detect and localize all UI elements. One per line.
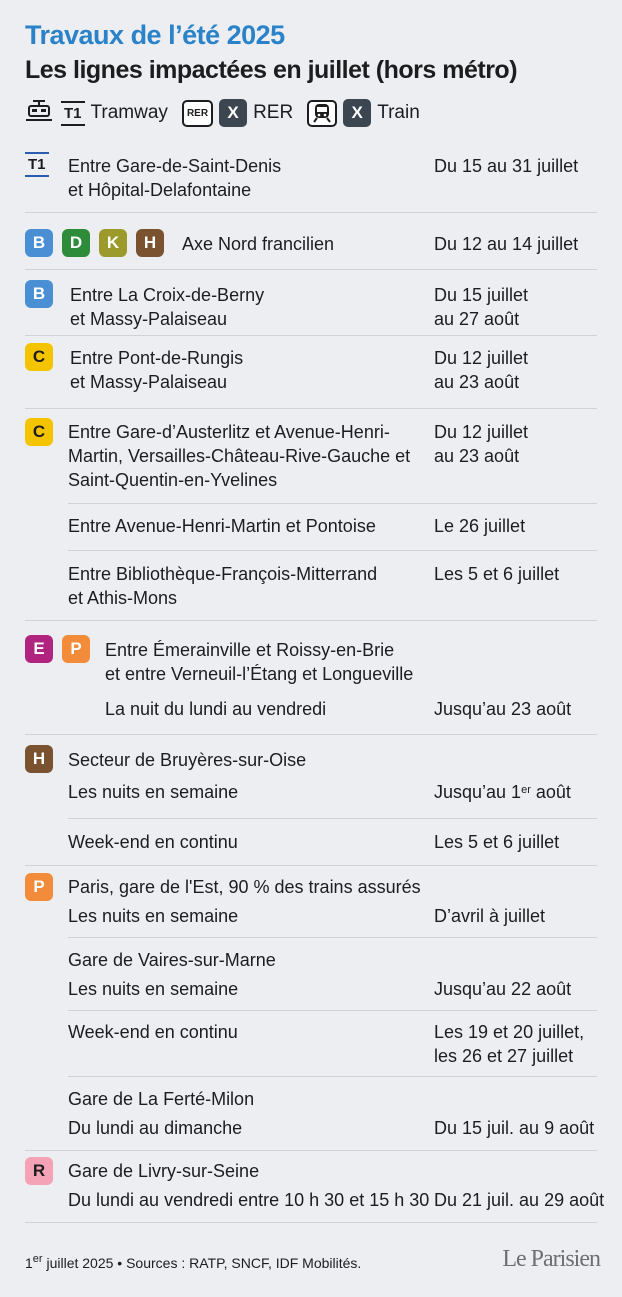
row-0-date: Du 15 au 31 juillet xyxy=(434,156,579,176)
row-4-line1: Entre Gare-d’Austerlitz et Avenue-Henri- xyxy=(68,422,390,442)
separator xyxy=(25,408,597,409)
separator xyxy=(68,1076,597,1077)
line-badge-t1: T1 xyxy=(25,152,49,177)
separator xyxy=(25,620,597,621)
row-5-date: Le 26 juillet xyxy=(434,516,526,536)
separator xyxy=(25,335,597,336)
train-x-badge: X xyxy=(343,99,371,127)
row-7-date: Jusqu’au 23 août xyxy=(434,699,572,719)
separator xyxy=(68,1010,597,1011)
row-5-line1: Entre Avenue-Henri-Martin et Pontoise xyxy=(68,516,376,536)
row-14-line1: Gare de Livry-sur-Seine xyxy=(68,1161,260,1181)
row-10-line2: Les nuits en semaine xyxy=(68,906,239,926)
row-8-line2: Les nuits en semaine xyxy=(68,782,239,802)
row-9-line1: Week-end en continu xyxy=(68,832,238,852)
footer-date-pre: 1 xyxy=(25,1255,33,1271)
legend-train-label: Train xyxy=(377,102,420,123)
row-11-line2: Les nuits en semaine xyxy=(68,979,239,999)
line-badge-d: D xyxy=(62,229,90,257)
row-1-line1: Axe Nord francilien xyxy=(182,234,335,254)
le-parisien-logo: Le Parisien xyxy=(502,1246,600,1272)
row-8-date xyxy=(434,780,571,804)
line-badge-e: E xyxy=(25,635,53,663)
row-8-date-sup: er xyxy=(521,784,531,796)
row-3-line2: et Massy-Palaiseau xyxy=(70,372,228,392)
row-13-date: Du 15 juil. au 9 août xyxy=(434,1118,595,1138)
line-badge-h: H xyxy=(136,229,164,257)
row-1-date: Du 12 au 14 juillet xyxy=(434,234,579,254)
footer-text: juillet 2025 • Sources : RATP, SNCF, IDF Mobilités. xyxy=(42,1255,362,1271)
row-11-date: Jusqu’au 22 août xyxy=(434,979,572,999)
row-3-line1: Entre Pont-de-Rungis xyxy=(70,348,244,368)
rer-x-badge: X xyxy=(219,99,247,127)
row-6-line2: et Athis-Mons xyxy=(68,588,178,608)
row-8-date-post: août xyxy=(530,782,571,802)
footer-date-sup: er xyxy=(32,1253,43,1265)
separator xyxy=(25,734,597,735)
footer-sources xyxy=(25,1255,361,1271)
row-4-date2: au 23 août xyxy=(434,446,520,466)
row-12-date1: Les 19 et 20 juillet, xyxy=(434,1022,585,1042)
tramway-icon xyxy=(25,97,53,129)
separator xyxy=(68,937,597,938)
row-6-line1: Entre Bibliothèque-François-Mitterrand xyxy=(68,564,378,584)
page-title: Travaux de l’été 2025 xyxy=(25,20,285,50)
row-12-date2: les 26 et 27 juillet xyxy=(434,1046,574,1066)
line-badge-c: C xyxy=(25,418,53,446)
row-4-date1: Du 12 juillet xyxy=(434,422,529,442)
row-13-line2: Du lundi au dimanche xyxy=(68,1118,243,1138)
tramway-t1-badge: T1 xyxy=(61,101,85,126)
row-2-date1: Du 15 juillet xyxy=(434,285,529,305)
row-8-line1: Secteur de Bruyères-sur-Oise xyxy=(68,750,307,770)
row-14-date: Du 21 juil. au 29 août xyxy=(434,1190,605,1210)
row-12-line1: Week-end en continu xyxy=(68,1022,238,1042)
separator xyxy=(68,550,597,551)
row-10-date: D’avril à juillet xyxy=(434,906,546,926)
row-11-line1: Gare de Vaires-sur-Marne xyxy=(68,950,276,970)
row-0-line1: Entre Gare-de-Saint-Denis xyxy=(68,156,282,176)
separator xyxy=(68,503,597,504)
row-2-line1: Entre La Croix-de-Berny xyxy=(70,285,265,305)
row-8-date-pre: Jusqu’au 1 xyxy=(434,782,522,802)
line-badge-r: R xyxy=(25,1157,53,1185)
legend-rer-label: RER xyxy=(253,102,294,123)
separator xyxy=(25,1150,597,1151)
separator xyxy=(25,212,597,213)
rer-logo-icon: RER xyxy=(182,100,213,127)
row-0-line2: et Hôpital-Delafontaine xyxy=(68,180,252,200)
legend xyxy=(25,98,434,128)
separator xyxy=(25,269,597,270)
row-13-line1: Gare de La Ferté-Milon xyxy=(68,1089,255,1109)
row-7-line1: Entre Émerainville et Roissy-en-Brie xyxy=(105,640,395,660)
line-badge-c: C xyxy=(25,343,53,371)
row-7-line3: La nuit du lundi au vendredi xyxy=(105,699,327,719)
row-3-date1: Du 12 juillet xyxy=(434,348,529,368)
line-badge-h: H xyxy=(25,745,53,773)
separator xyxy=(25,1222,597,1223)
separator xyxy=(25,865,597,866)
row-4-line3: Saint-Quentin-en-Yvelines xyxy=(68,470,278,490)
line-badge-b: B xyxy=(25,280,53,308)
line-badge-p: P xyxy=(62,635,90,663)
row-2-line2: et Massy-Palaiseau xyxy=(70,309,228,329)
row-2-date2: au 27 août xyxy=(434,309,520,329)
row-14-line2: Du lundi au vendredi entre 10 h 30 et 15 h 30 xyxy=(68,1190,430,1210)
row-4-line2: Martin, Versailles-Château-Rive-Gauche et xyxy=(68,446,411,466)
row-9-date: Les 5 et 6 juillet xyxy=(434,832,560,852)
row-10-line1: Paris, gare de l'Est, 90 % des trains assurés xyxy=(68,877,421,897)
page-subtitle: Les lignes impactées en juillet (hors métro) xyxy=(25,56,518,84)
line-badge-k: K xyxy=(99,229,127,257)
line-badge-p: P xyxy=(25,873,53,901)
row-6-date: Les 5 et 6 juillet xyxy=(434,564,560,584)
train-icon xyxy=(307,100,337,127)
row-7-line2: et entre Verneuil-l’Étang et Longueville xyxy=(105,664,414,684)
legend-tramway-label: Tramway xyxy=(90,102,168,123)
separator xyxy=(68,818,597,819)
line-badge-b: B xyxy=(25,229,53,257)
row-3-date2: au 23 août xyxy=(434,372,520,392)
